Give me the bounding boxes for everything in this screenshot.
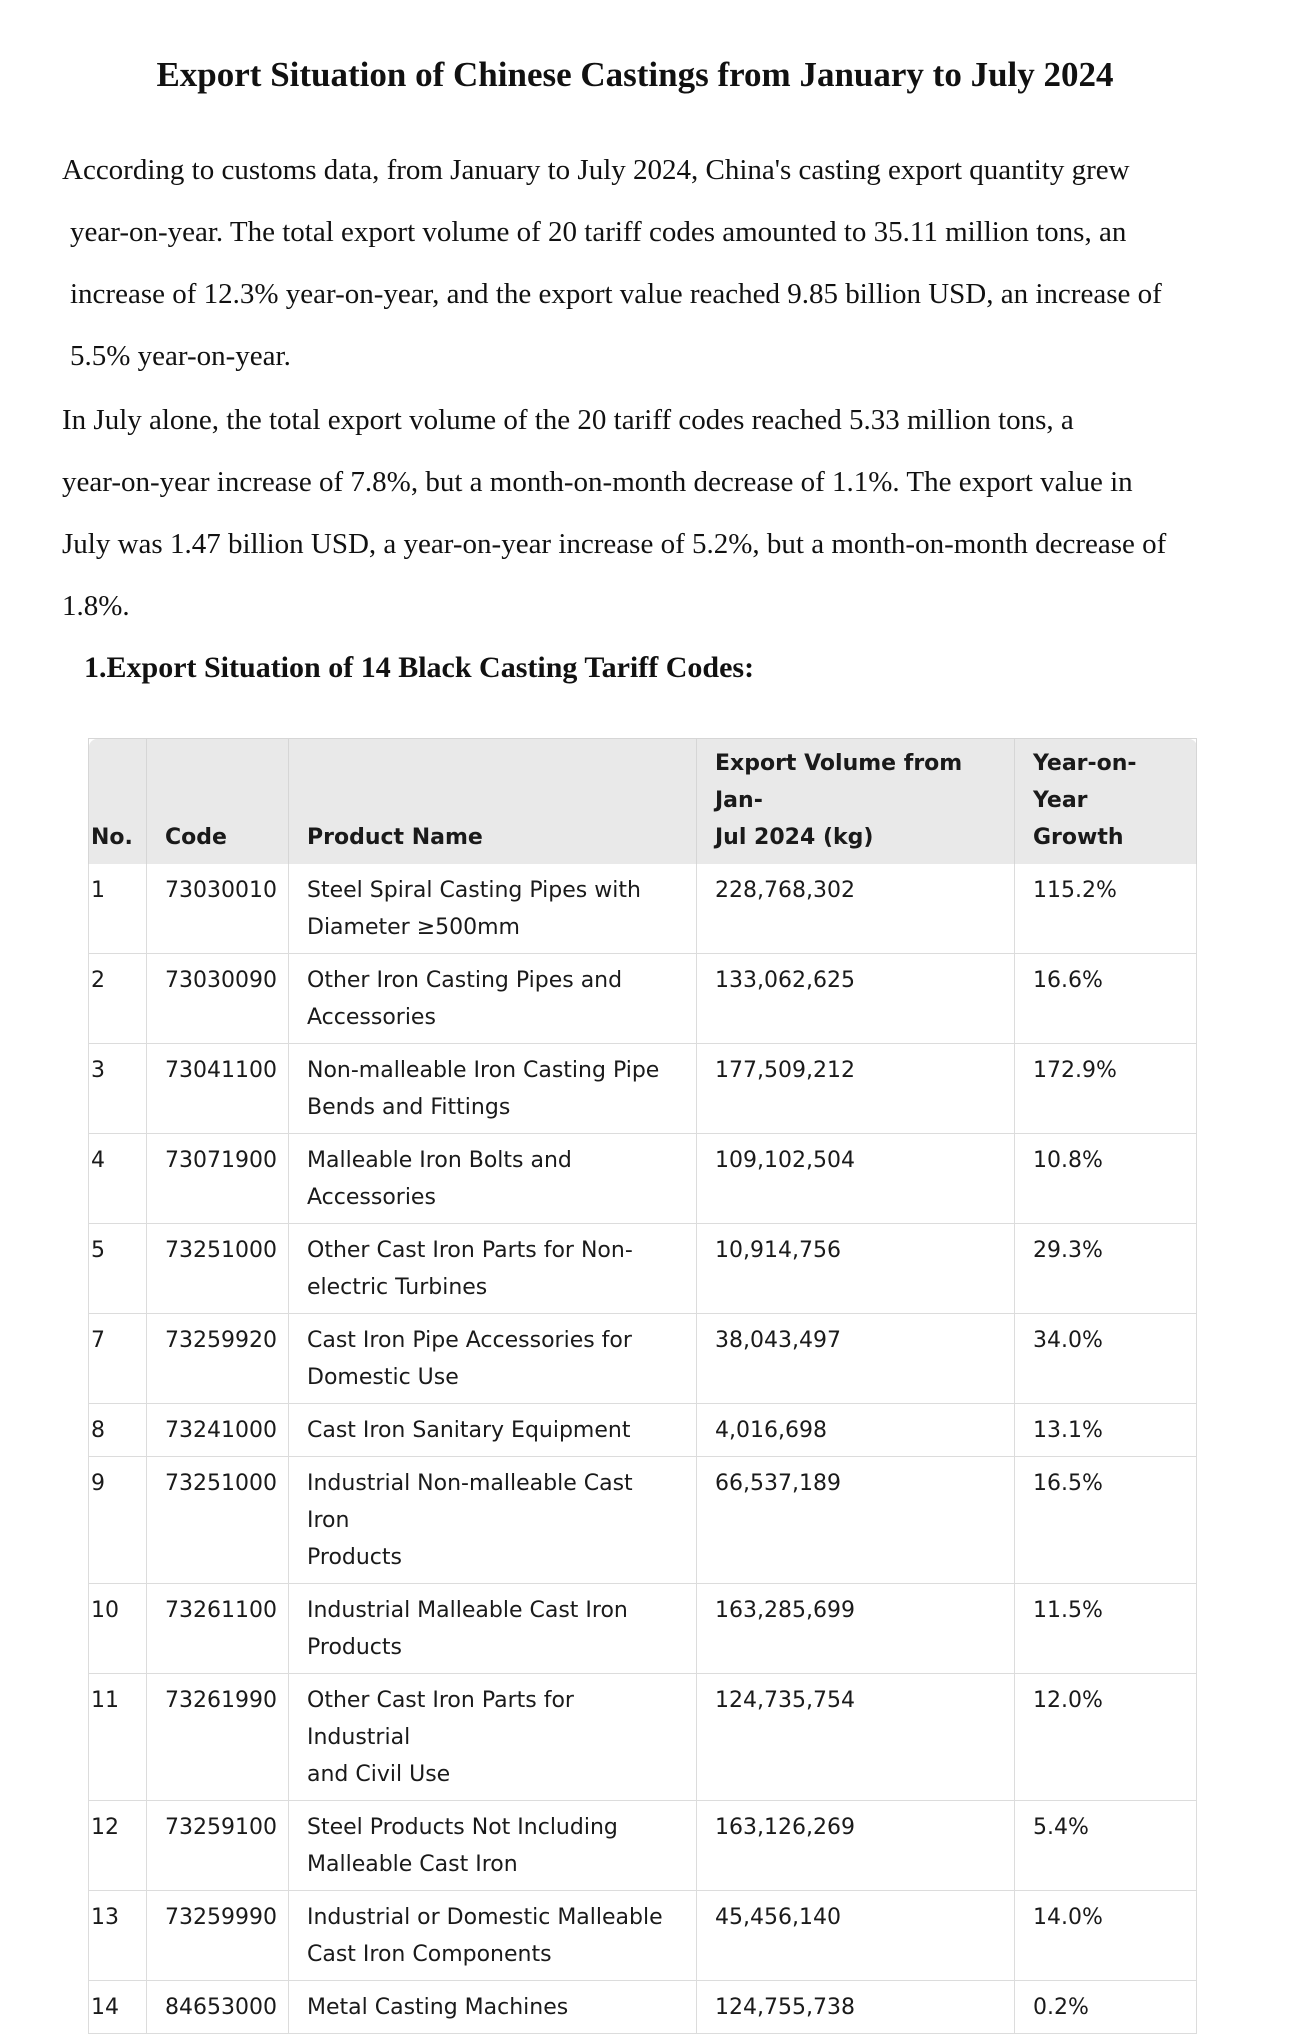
cell-code: 73251000 — [147, 1224, 289, 1314]
cell-yoy-growth: 10.8% — [1015, 1134, 1197, 1224]
cell-code: 73261990 — [147, 1674, 289, 1801]
cell-export-volume: 109,102,504 — [697, 1134, 1015, 1224]
cell-export-volume: 228,768,302 — [697, 864, 1015, 954]
cell-yoy-growth: 13.1% — [1015, 1404, 1197, 1457]
cell-product-name — [289, 1674, 697, 1801]
cell-product-name — [289, 1584, 697, 1674]
column-header-no: No. — [89, 739, 147, 865]
cell-product-name — [289, 864, 697, 954]
product-name-line: Other Iron Casting Pipes and — [307, 968, 623, 993]
product-name-line: Other Cast Iron Parts for Industrial — [307, 1688, 574, 1750]
paragraph-cumulative-exports — [62, 139, 1162, 387]
cell-yoy-growth: 11.5% — [1015, 1584, 1197, 1674]
product-name-line: Products — [307, 1635, 402, 1660]
cell-no: 3 — [89, 1044, 147, 1134]
cell-code: 73241000 — [147, 1404, 289, 1457]
paragraph-line: 1.8%. — [62, 590, 130, 622]
product-name-line: electric Turbines — [307, 1275, 488, 1300]
cell-export-volume: 163,285,699 — [697, 1584, 1015, 1674]
cell-code: 73259100 — [147, 1801, 289, 1891]
table-header — [89, 739, 1197, 865]
table-row — [89, 1981, 1197, 2034]
cell-export-volume: 4,016,698 — [697, 1404, 1015, 1457]
table-row — [89, 1457, 1197, 1584]
cell-export-volume: 124,735,754 — [697, 1674, 1015, 1801]
product-name-line: Bends and Fittings — [307, 1095, 511, 1120]
table-row — [89, 1134, 1197, 1224]
cell-yoy-growth: 115.2% — [1015, 864, 1197, 954]
table-row — [89, 1584, 1197, 1674]
page-title: Export Situation of Chinese Castings from January to July 2024 — [156, 55, 1114, 94]
cell-no: 13 — [89, 1891, 147, 1981]
cell-no: 14 — [89, 1981, 147, 2034]
paragraph-line: year-on-year. The total export volume of 20 tariff codes amounted to 35.11 million tons, an — [70, 216, 1127, 248]
paragraph-july-exports — [62, 389, 1166, 637]
cell-no: 8 — [89, 1404, 147, 1457]
cell-export-volume: 124,755,738 — [697, 1981, 1015, 2034]
cell-product-name — [289, 1044, 697, 1134]
cell-code: 73071900 — [147, 1134, 289, 1224]
paragraph-line: year-on-year increase of 7.8%, but a month-on-month decrease of 1.1%. The export value in — [62, 466, 1133, 498]
product-name-line: Accessories — [307, 1005, 436, 1030]
table-row — [89, 864, 1197, 954]
cell-product-name — [289, 1891, 697, 1981]
paragraph-line: July was 1.47 billion USD, a year-on-year increase of 5.2%, but a month-on-month decrease of — [62, 528, 1167, 560]
cell-no: 2 — [89, 954, 147, 1044]
cell-product-name — [289, 1404, 697, 1457]
cell-no: 5 — [89, 1224, 147, 1314]
table-row — [89, 1044, 1197, 1134]
cell-product-name — [289, 1801, 697, 1891]
cell-product-name — [289, 1457, 697, 1584]
product-name-line: Domestic Use — [307, 1365, 459, 1390]
cell-yoy-growth: 5.4% — [1015, 1801, 1197, 1891]
cell-yoy-growth: 29.3% — [1015, 1224, 1197, 1314]
table-row — [89, 1404, 1197, 1457]
export-table — [88, 738, 1197, 2034]
cell-export-volume: 45,456,140 — [697, 1891, 1015, 1981]
cell-code: 73251000 — [147, 1457, 289, 1584]
cell-export-volume: 66,537,189 — [697, 1457, 1015, 1584]
table-row — [89, 1801, 1197, 1891]
product-name-line: Industrial or Domestic Malleable — [307, 1905, 663, 1930]
product-name-line: Malleable Iron Bolts and — [307, 1148, 572, 1173]
product-name-line: and Civil Use — [307, 1762, 451, 1787]
cell-product-name — [289, 954, 697, 1044]
table-header-row — [89, 739, 1197, 865]
column-header-line: Growth — [1033, 825, 1124, 850]
cell-no: 11 — [89, 1674, 147, 1801]
product-name-line: Cast Iron Components — [307, 1942, 552, 1967]
product-name-line: Industrial Malleable Cast Iron — [307, 1598, 628, 1623]
cell-no: 1 — [89, 864, 147, 954]
cell-no: 9 — [89, 1457, 147, 1584]
cell-yoy-growth: 34.0% — [1015, 1314, 1197, 1404]
cell-code: 73259990 — [147, 1891, 289, 1981]
product-name-line: Non-malleable Iron Casting Pipe — [307, 1058, 660, 1083]
cell-no: 10 — [89, 1584, 147, 1674]
paragraph-line: In July alone, the total export volume of the 20 tariff codes reached 5.33 million tons, a — [62, 404, 1074, 436]
column-header-line: Jul 2024 (kg) — [715, 825, 874, 850]
cell-export-volume: 163,126,269 — [697, 1801, 1015, 1891]
cell-code: 73030090 — [147, 954, 289, 1044]
product-name-line: Diameter ≥500mm — [307, 915, 520, 940]
cell-export-volume: 177,509,212 — [697, 1044, 1015, 1134]
product-name-line: Metal Casting Machines — [307, 1995, 569, 2020]
table-row — [89, 1314, 1197, 1404]
column-header-line: Export Volume from Jan- — [715, 751, 963, 813]
table-row — [89, 1224, 1197, 1314]
cell-product-name — [289, 1981, 697, 2034]
cell-code: 73041100 — [147, 1044, 289, 1134]
column-header-product-name: Product Name — [289, 739, 697, 865]
cell-yoy-growth: 172.9% — [1015, 1044, 1197, 1134]
cell-no: 7 — [89, 1314, 147, 1404]
product-name-line: Other Cast Iron Parts for Non- — [307, 1238, 633, 1263]
cell-yoy-growth: 0.2% — [1015, 1981, 1197, 2034]
paragraph-line: According to customs data, from January to July 2024, China's casting export quantity grew — [62, 154, 1130, 186]
product-name-line: Steel Spiral Casting Pipes with — [307, 878, 641, 903]
cell-code: 73030010 — [147, 864, 289, 954]
table-row — [89, 1891, 1197, 1981]
column-header-code: Code — [147, 739, 289, 865]
export-table-container — [88, 738, 1196, 2034]
cell-code: 84653000 — [147, 1981, 289, 2034]
product-name-line: Malleable Cast Iron — [307, 1852, 518, 1877]
table-row — [89, 1674, 1197, 1801]
cell-product-name — [289, 1224, 697, 1314]
cell-yoy-growth: 12.0% — [1015, 1674, 1197, 1801]
cell-export-volume: 10,914,756 — [697, 1224, 1015, 1314]
cell-no: 4 — [89, 1134, 147, 1224]
paragraph-line: 5.5% year-on-year. — [70, 340, 291, 372]
paragraph-line: increase of 12.3% year-on-year, and the export value reached 9.85 billion USD, an increase of — [70, 278, 1162, 310]
cell-yoy-growth: 14.0% — [1015, 1891, 1197, 1981]
cell-no: 12 — [89, 1801, 147, 1891]
product-name-line: Products — [307, 1545, 402, 1570]
cell-yoy-growth: 16.5% — [1015, 1457, 1197, 1584]
cell-export-volume: 133,062,625 — [697, 954, 1015, 1044]
product-name-line: Industrial Non-malleable Cast Iron — [307, 1471, 633, 1533]
cell-code: 73261100 — [147, 1584, 289, 1674]
cell-product-name — [289, 1314, 697, 1404]
product-name-line: Cast Iron Sanitary Equipment — [307, 1418, 631, 1443]
cell-code: 73259920 — [147, 1314, 289, 1404]
product-name-line: Accessories — [307, 1185, 436, 1210]
cell-product-name — [289, 1134, 697, 1224]
column-header-yoy-growth — [1015, 739, 1197, 865]
cell-yoy-growth: 16.6% — [1015, 954, 1197, 1044]
table-body — [89, 864, 1197, 2034]
section-heading: 1.Export Situation of 14 Black Casting Tariff Codes: — [84, 651, 755, 684]
column-header-export-volume — [697, 739, 1015, 865]
product-name-line: Steel Products Not Including — [307, 1815, 618, 1840]
cell-export-volume: 38,043,497 — [697, 1314, 1015, 1404]
table-row — [89, 954, 1197, 1044]
product-name-line: Cast Iron Pipe Accessories for — [307, 1328, 632, 1353]
column-header-line: Year-on-Year — [1033, 751, 1137, 813]
